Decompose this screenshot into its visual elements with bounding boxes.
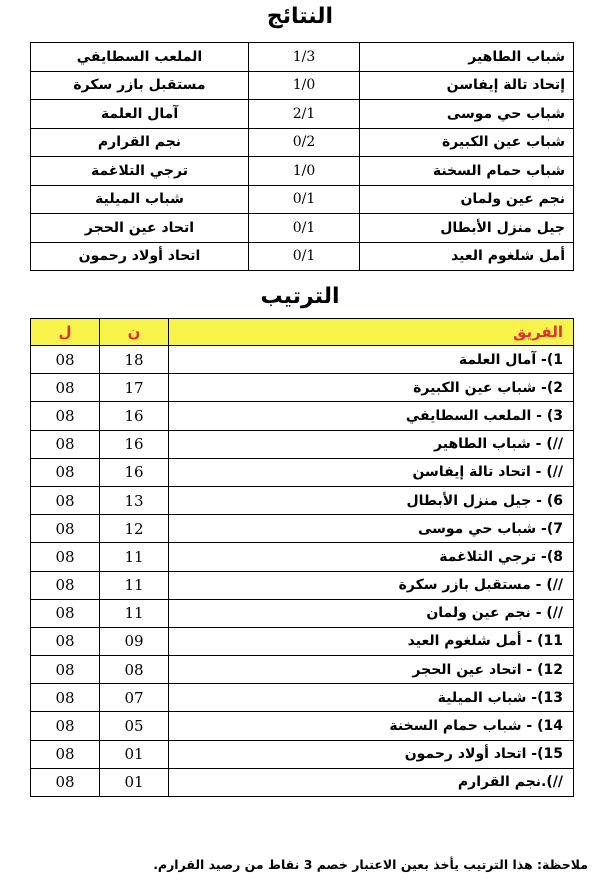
team-name: //) - اتحاد تالة إيفاسن [169, 458, 574, 486]
table-row [31, 458, 574, 486]
home-team: أمل شلغوم العيد [360, 242, 574, 271]
team-points: 05 [100, 712, 169, 740]
standings-header-row [31, 319, 574, 346]
team-played: 08 [31, 374, 100, 402]
away-team: اتحاد أولاد رحمون [31, 242, 249, 271]
team-name: 12) - اتحاد عين الحجر [169, 656, 574, 684]
results-table [30, 42, 574, 271]
team-name: 13)- شباب الميلية [169, 684, 574, 712]
team-points: 16 [100, 430, 169, 458]
team-played: 08 [31, 486, 100, 514]
table-row [31, 712, 574, 740]
team-points: 16 [100, 458, 169, 486]
team-points: 07 [100, 684, 169, 712]
away-team: اتحاد عين الحجر [31, 214, 249, 243]
match-score: 0/2 [249, 128, 360, 157]
team-played: 08 [31, 515, 100, 543]
match-score: 1/3 [249, 43, 360, 72]
table-row [31, 214, 574, 243]
home-team: شباب الطاهير [360, 43, 574, 72]
team-points: 16 [100, 402, 169, 430]
team-name: //) - شباب الطاهير [169, 430, 574, 458]
table-row [31, 43, 574, 72]
team-played: 08 [31, 768, 100, 796]
table-row [31, 656, 574, 684]
team-played: 08 [31, 656, 100, 684]
team-name: 3) - الملعب السطايفي [169, 402, 574, 430]
away-team: نجم القرارم [31, 128, 249, 157]
home-team: إتحاد تالة إيفاسن [360, 71, 574, 100]
team-name: 14) - شباب حمام السخنة [169, 712, 574, 740]
standings-table [30, 318, 574, 797]
table-row [31, 599, 574, 627]
table-row [31, 242, 574, 271]
team-points: 11 [100, 543, 169, 571]
match-score: 1/0 [249, 157, 360, 186]
header-team: الفريق [169, 319, 574, 346]
team-played: 08 [31, 458, 100, 486]
team-name: 6) - جيل منزل الأبطال [169, 486, 574, 514]
standings-title: الترتيب [260, 284, 340, 309]
away-team: شباب الميلية [31, 185, 249, 214]
match-score: 0/1 [249, 214, 360, 243]
home-team: شباب عين الكبيرة [360, 128, 574, 157]
team-points: 17 [100, 374, 169, 402]
team-points: 11 [100, 571, 169, 599]
table-row [31, 684, 574, 712]
table-row [31, 571, 574, 599]
match-score: 0/1 [249, 185, 360, 214]
team-points: 12 [100, 515, 169, 543]
team-name: 2)- شباب عين الكبيرة [169, 374, 574, 402]
table-row [31, 128, 574, 157]
team-played: 08 [31, 571, 100, 599]
team-played: 08 [31, 430, 100, 458]
away-team: ترجي التلاغمة [31, 157, 249, 186]
team-name: 11) - أمل شلغوم العيد [169, 627, 574, 655]
table-row [31, 627, 574, 655]
team-points: 09 [100, 627, 169, 655]
team-played: 08 [31, 543, 100, 571]
team-name: 15)- اتحاد أولاد رحمون [169, 740, 574, 768]
table-row [31, 402, 574, 430]
table-row [31, 486, 574, 514]
team-played: 08 [31, 346, 100, 374]
home-team: شباب حي موسى [360, 100, 574, 129]
team-name: 7)- شباب حي موسى [169, 515, 574, 543]
away-team: الملعب السطايفي [31, 43, 249, 72]
team-played: 08 [31, 712, 100, 740]
table-row [31, 740, 574, 768]
table-row [31, 515, 574, 543]
team-played: 08 [31, 627, 100, 655]
team-played: 08 [31, 599, 100, 627]
table-row [31, 100, 574, 129]
table-row [31, 374, 574, 402]
standings-note: ملاحظة: هذا الترتيب يأخذ بعين الاعتبار خصم 3 نقاط من رصيد القرارم. [153, 857, 588, 872]
home-team: شباب حمام السخنة [360, 157, 574, 186]
results-title: النتائج [266, 4, 334, 29]
match-score: 1/0 [249, 71, 360, 100]
team-played: 08 [31, 740, 100, 768]
header-points: ن [100, 319, 169, 346]
team-points: 01 [100, 768, 169, 796]
table-row [31, 157, 574, 186]
team-name: //) - مستقبل بازر سكرة [169, 571, 574, 599]
table-row [31, 346, 574, 374]
match-score: 2/1 [249, 100, 360, 129]
header-played: ل [31, 319, 100, 346]
team-points: 13 [100, 486, 169, 514]
table-row [31, 768, 574, 796]
away-team: مستقبل بازر سكرة [31, 71, 249, 100]
team-points: 01 [100, 740, 169, 768]
team-name: //).نجم القرارم [169, 768, 574, 796]
table-row [31, 430, 574, 458]
table-row [31, 543, 574, 571]
table-row [31, 185, 574, 214]
team-played: 08 [31, 402, 100, 430]
table-row [31, 71, 574, 100]
team-points: 08 [100, 656, 169, 684]
team-name: 8)- ترجي التلاغمة [169, 543, 574, 571]
team-played: 08 [31, 684, 100, 712]
match-score: 0/1 [249, 242, 360, 271]
team-points: 11 [100, 599, 169, 627]
home-team: جيل منزل الأبطال [360, 214, 574, 243]
home-team: نجم عين ولمان [360, 185, 574, 214]
team-name: 1)- آمال العلمة [169, 346, 574, 374]
team-points: 18 [100, 346, 169, 374]
away-team: آمال العلمة [31, 100, 249, 129]
team-name: //) - نجم عين ولمان [169, 599, 574, 627]
